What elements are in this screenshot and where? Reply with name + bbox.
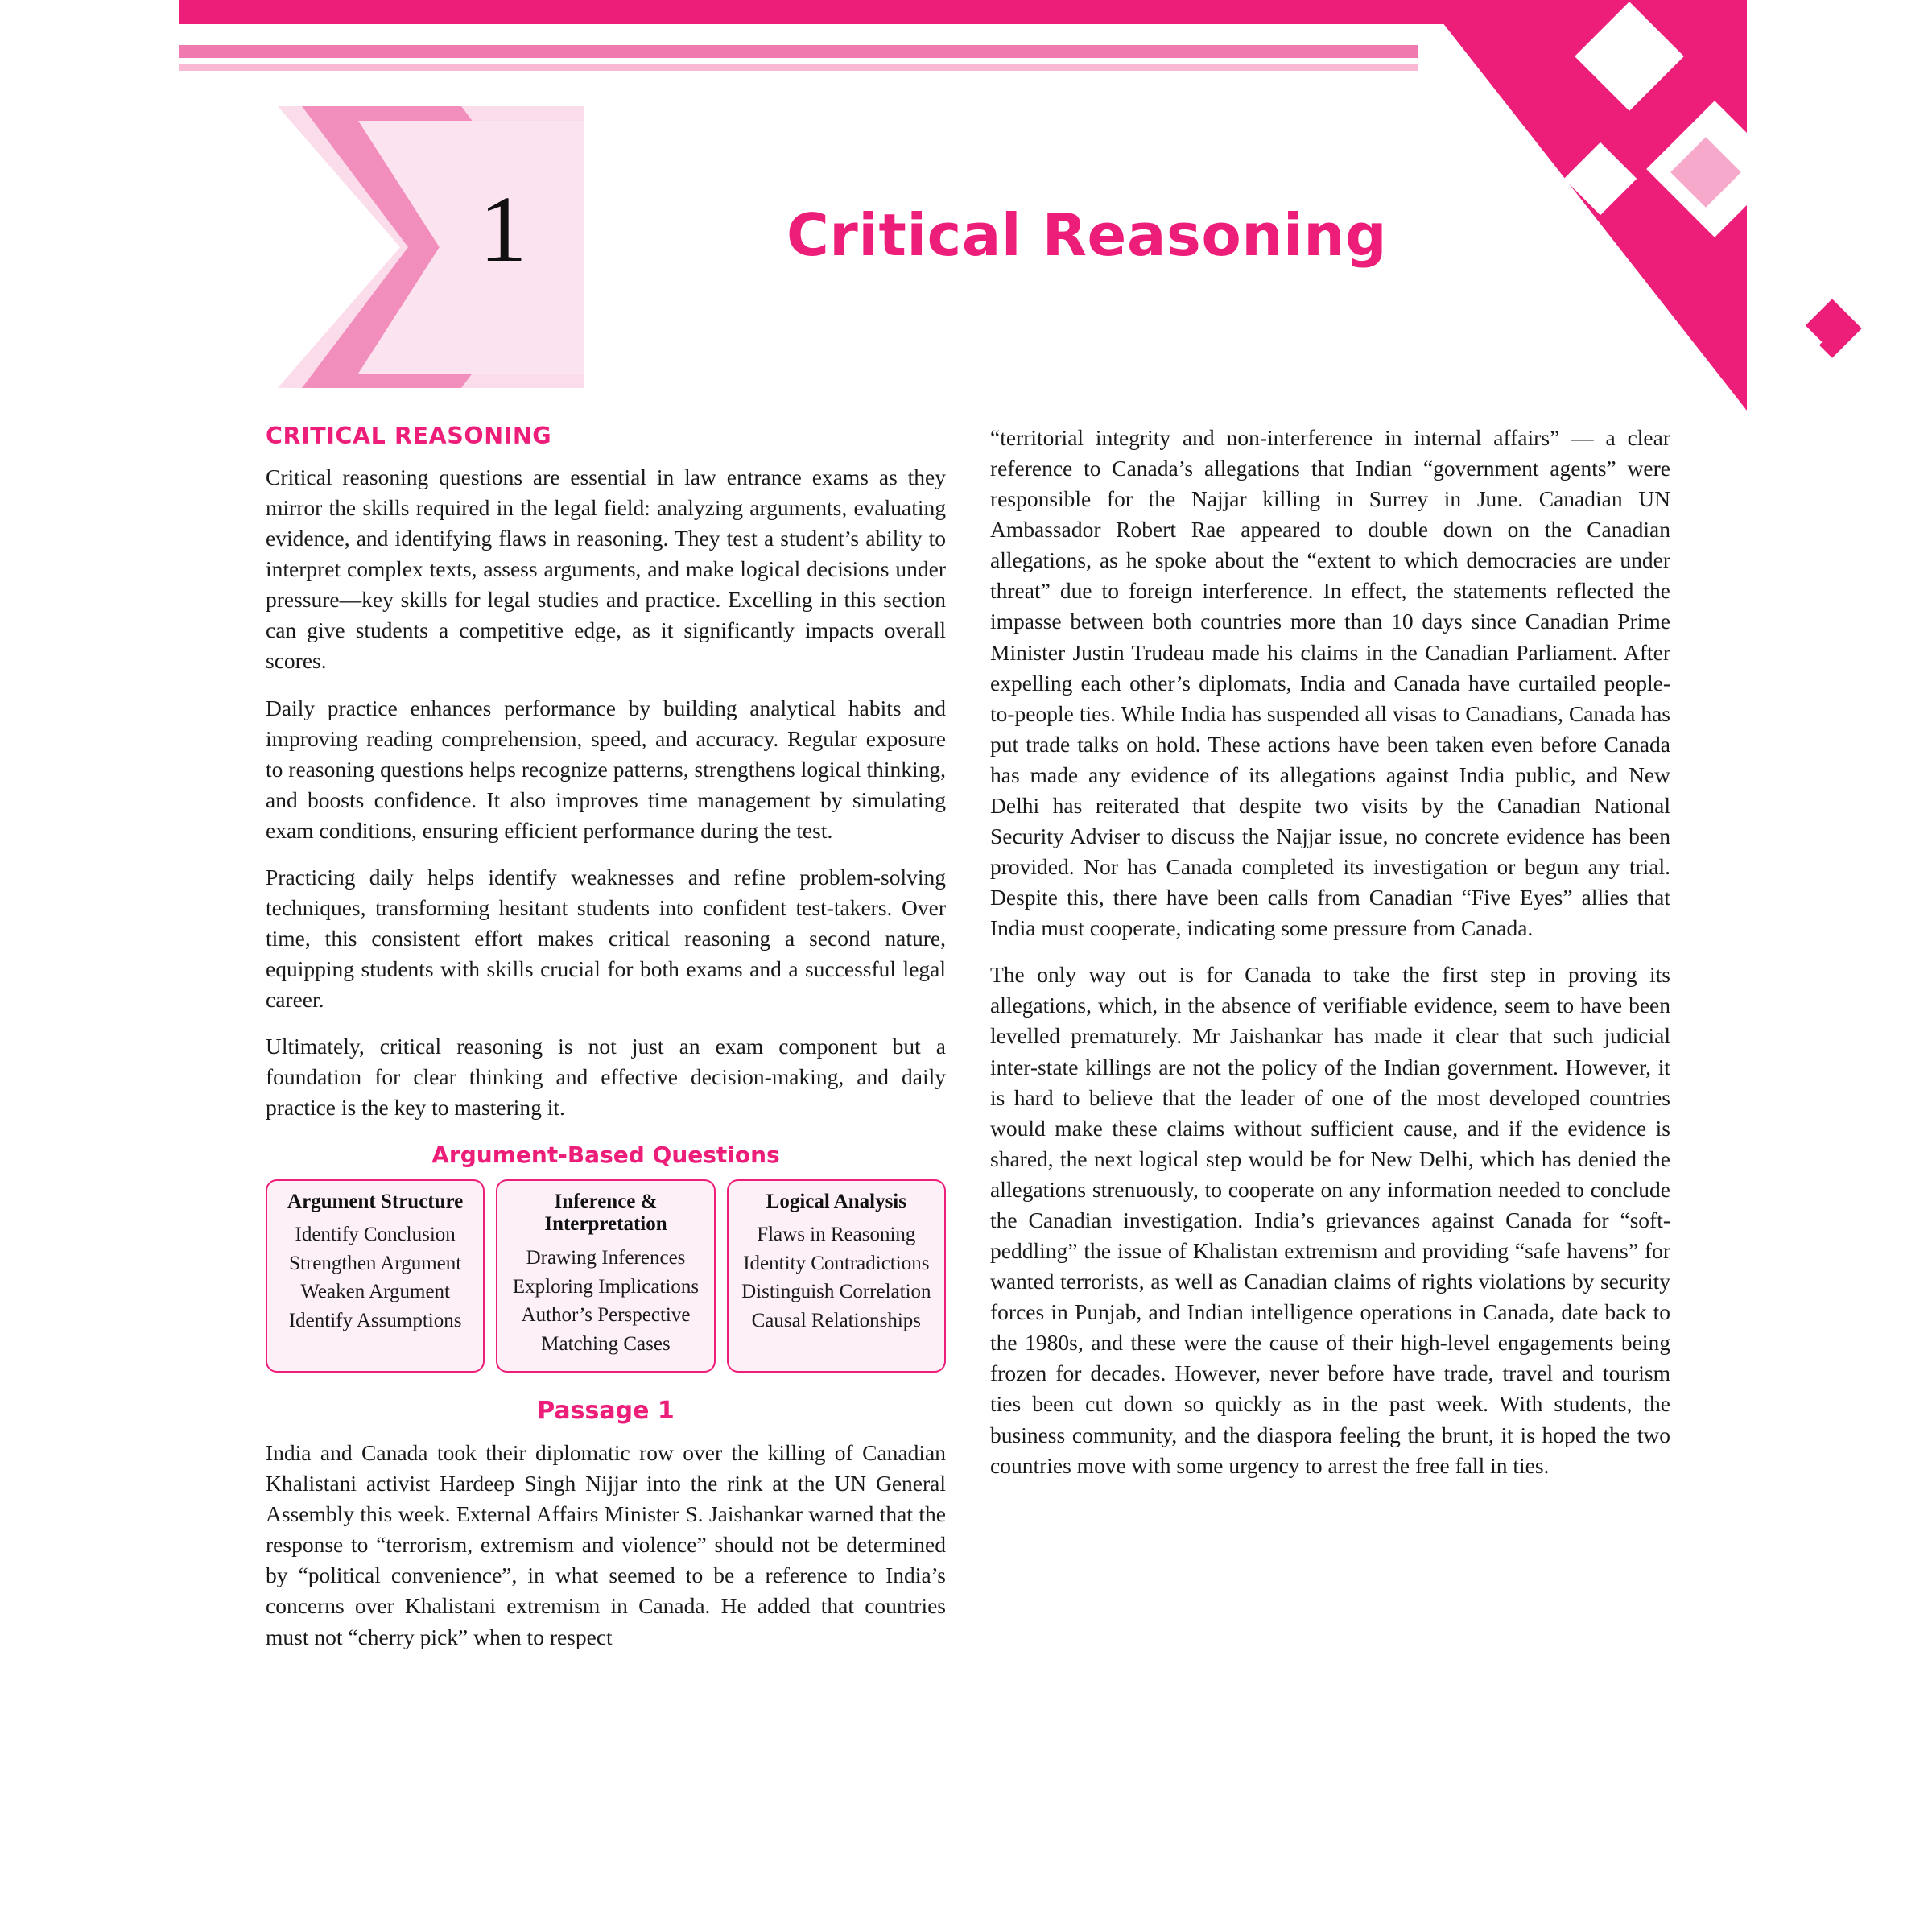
- box-item: Matching Cases: [541, 1332, 671, 1355]
- passage-text-start: India and Canada took their diplomatic row over the killing of Canadian Khalistani activist Hardeep Singh Nijjar into the rink at the UN General Assembly this week. External Affairs Minister S. Jaishankar warned that the response to “terrorism, extremism and violence” should not be determined by “political convenience”, in what seemed to be a reference to India’s concerns over Khalistani extremism in Canada. He added that countries must not “cherry pick” when to respect: [266, 1440, 946, 1649]
- left-column: [266, 423, 946, 1653]
- paragraph: Ultimately, critical reasoning is not just an exam component but a foundation for clear thinking and effective decision-making, and daily practice is the key to mastering it.: [266, 1034, 946, 1121]
- question-type-box: [266, 1179, 485, 1373]
- corner-white-strip: [1747, 0, 1932, 419]
- paragraph: Practicing daily helps identify weaknesses and refine problem-solving techniques, transforming hesitant students into confident test-takers. Over time, this consistent effort makes critical reasoning a second nature, equipping students with skills crucial for both exams and a successful legal career.: [266, 864, 946, 1013]
- chapter-number: 1: [479, 176, 527, 282]
- chapter-title: Critical Reasoning: [786, 201, 1388, 269]
- box-item: Identify Assumptions: [288, 1309, 462, 1331]
- box-title: Inference & Interpretation: [544, 1190, 667, 1236]
- question-type-boxes: [266, 1179, 946, 1373]
- box-item: Author’s Perspective: [521, 1304, 691, 1327]
- paragraph: Critical reasoning questions are essential in law entrance exams as they mirror the skills required in the legal field: analyzing arguments, evaluating evidence, and identifying flaws in reasoning. They test a student’s ability to interpret complex texts, assess arguments, and make logical decisions under pressure—key skills for legal studies and practice. Excelling in this section can give students a competitive edge, as it significantly impacts overall scores.: [266, 464, 946, 674]
- chapter-badge: [278, 106, 704, 388]
- box-item: Identity Contradictions: [743, 1252, 930, 1274]
- section-heading: CRITICAL REASONING: [266, 423, 552, 449]
- passage-heading: Passage 1: [537, 1397, 675, 1426]
- box-item: Distinguish Correlation: [741, 1281, 931, 1303]
- box-item: Drawing Inferences: [526, 1247, 686, 1269]
- box-item: Weaken Argument: [300, 1281, 450, 1303]
- box-item: Identify Conclusion: [295, 1224, 456, 1246]
- box-title: Logical Analysis: [766, 1190, 906, 1212]
- paragraph: Daily practice enhances performance by building analytical habits and improving reading comprehension, speed, and accuracy. Regular exposure to reasoning questions helps recognize patterns, strengthens logical thinking, and boosts confidence. It also improves time management by simulating exam conditions, ensuring efficient performance during the test.: [266, 695, 946, 843]
- question-type-box: [727, 1179, 946, 1373]
- box-item: Causal Relationships: [751, 1309, 922, 1331]
- header-bar-tertiary: [179, 64, 1418, 71]
- passage-text-continued: The only way out is for Canada to take the first step in proving its allegations, which, in the absence of verifiable evidence, seem to have been levelled prematurely. Mr Jaishankar has made it clear that such judicial inter-state killings are not the policy of the Indian government. However, it is hard to believe that the leader of one of the most developed countries would make these claims without sufficient cause, and if the evidence is shared, the next logical step would be for New Delhi, which has denied the allegations strenuously, to cooperate on any information needed to conclude the Canadian investigation. India’s grievances against Canada for “soft-peddling” the issue of Khalistan extremism and providing “safe havens” for wanted terrorists, as well as Canadian claims of rights violations by security forces in Punjab, and Indian intelligence operations in Canada, date back to the 1980s, and these were the cause of their high-level engagements being frozen for decades. However, never before have trade, travel and tourism ties been cut down so quickly as in the past week. With students, the business community, and the diaspora feeling the brunt, it is hoped the two countries move with some urgency to arrest the free fall in ties.: [990, 962, 1670, 1478]
- argument-section-title: Argument-Based Questions: [431, 1141, 780, 1168]
- passage-text-continued: “territorial integrity and non-interference in internal affairs” — a clear reference to Canada’s allegations that Indian “government agents” were responsible for the Najjar killing in Surrey in June. Canadian UN Ambassador Robert Rae appeared to double down on the Canadian allegations, as he spoke about the “extent to which democracies are under threat” due to foreign interference. In effect, the statements reflected the impasse between both countries more than 10 days since Canadian Prime Minister Justin Trudeau made his claims in the Canadian Parliament. After expelling each other’s diplomats, India and Canada have curtailed people-to-people ties. While India has suspended all visas to Canadians, Canada has put trade talks on hold. These actions have been taken even before Canada has made any evidence of its allegations against India public, and New Delhi has reiterated that despite two visits by the Canadian National Security Adviser to discuss the Najjar issue, no concrete evidence has been provided. Nor has Canada completed its investigation or begun any trial. Despite this, there have been calls from Canadian “Five Eyes” allies that India must cooperate, indicating some pressure from Canada.: [990, 425, 1670, 941]
- box-title: Argument Structure: [287, 1190, 464, 1212]
- question-type-box: [496, 1179, 715, 1373]
- box-item: Exploring Implications: [512, 1275, 700, 1298]
- right-column: [990, 423, 1670, 1653]
- header-bar-secondary: [179, 45, 1418, 58]
- content-columns: [266, 423, 1674, 1653]
- box-item: Strengthen Argument: [289, 1252, 462, 1274]
- box-item: Flaws in Reasoning: [757, 1224, 916, 1246]
